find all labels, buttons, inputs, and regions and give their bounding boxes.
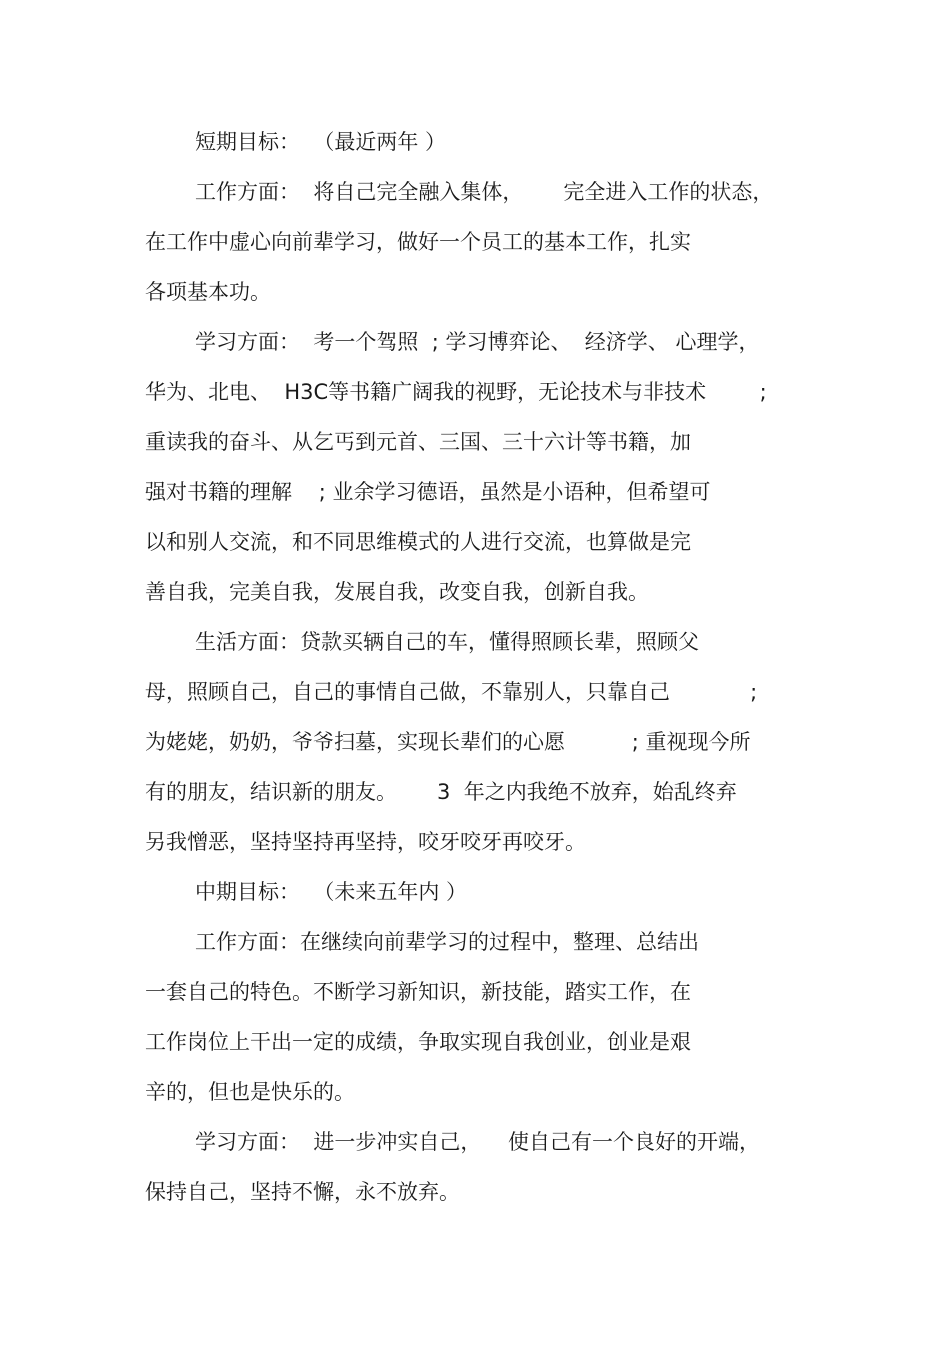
- paragraph-line: 华为、北电、 H3C等书籍广阔我的视野，无论技术与非技术 ;: [145, 380, 767, 404]
- paragraph-line: 工作方面： 将自己完全融入集体， 完全进入工作的状态，: [195, 180, 774, 204]
- paragraph-line: 有的朋友，结识新的朋友。 3 年之内我绝不放弃，始乱终弃: [145, 780, 737, 804]
- paragraph-line: 学习方面： 进一步冲实自己， 使自己有一个良好的开端，: [195, 1130, 761, 1154]
- paragraph-line: 重读我的奋斗、从乞丐到元首、三国、三十六计等书籍，加: [145, 430, 691, 454]
- paragraph-line: 一套自己的特色。不断学习新知识，新技能，踏实工作，在: [145, 980, 691, 1004]
- paragraph-line: 为姥姥，奶奶，爷爷扫墓，实现长辈们的心愿 ; 重视现今所: [145, 730, 751, 754]
- paragraph-line: 生活方面：贷款买辆自己的车，懂得照顾长辈，照顾父: [195, 630, 699, 654]
- heading-mid-term-goals: 中期目标： （未来五年内 ）: [195, 880, 468, 904]
- paragraph-line: 保持自己，坚持不懈，永不放弃。: [145, 1180, 460, 1204]
- paragraph-line: 在工作中虚心向前辈学习，做好一个员工的基本工作，扎实: [145, 230, 691, 254]
- paragraph-line: 各项基本功。: [145, 280, 271, 304]
- paragraph-line: 母，照顾自己，自己的事情自己做，不靠别人，只靠自己 ;: [145, 680, 758, 704]
- paragraph-line: 另我憎恶，坚持坚持再坚持，咬牙咬牙再咬牙。: [145, 830, 586, 854]
- paragraph-line: 辛的，但也是快乐的。: [145, 1080, 355, 1104]
- paragraph-line: 工作方面：在继续向前辈学习的过程中，整理、总结出: [195, 930, 699, 954]
- paragraph-line: 善自我，完美自我，发展自我，改变自我，创新自我。: [145, 580, 649, 604]
- paragraph-line: 工作岗位上干出一定的成绩，争取实现自我创业，创业是艰: [145, 1030, 691, 1054]
- paragraph-line: 强对书籍的理解 ; 业余学习德语，虽然是小语种，但希望可: [145, 480, 711, 504]
- paragraph-line: 学习方面： 考一个驾照 ; 学习博弈论、 经济学、 心理学，: [195, 330, 760, 354]
- heading-short-term-goals: 短期目标： （最近两年 ）: [195, 130, 447, 154]
- paragraph-line: 以和别人交流，和不同思维模式的人进行交流，也算做是完: [145, 530, 691, 554]
